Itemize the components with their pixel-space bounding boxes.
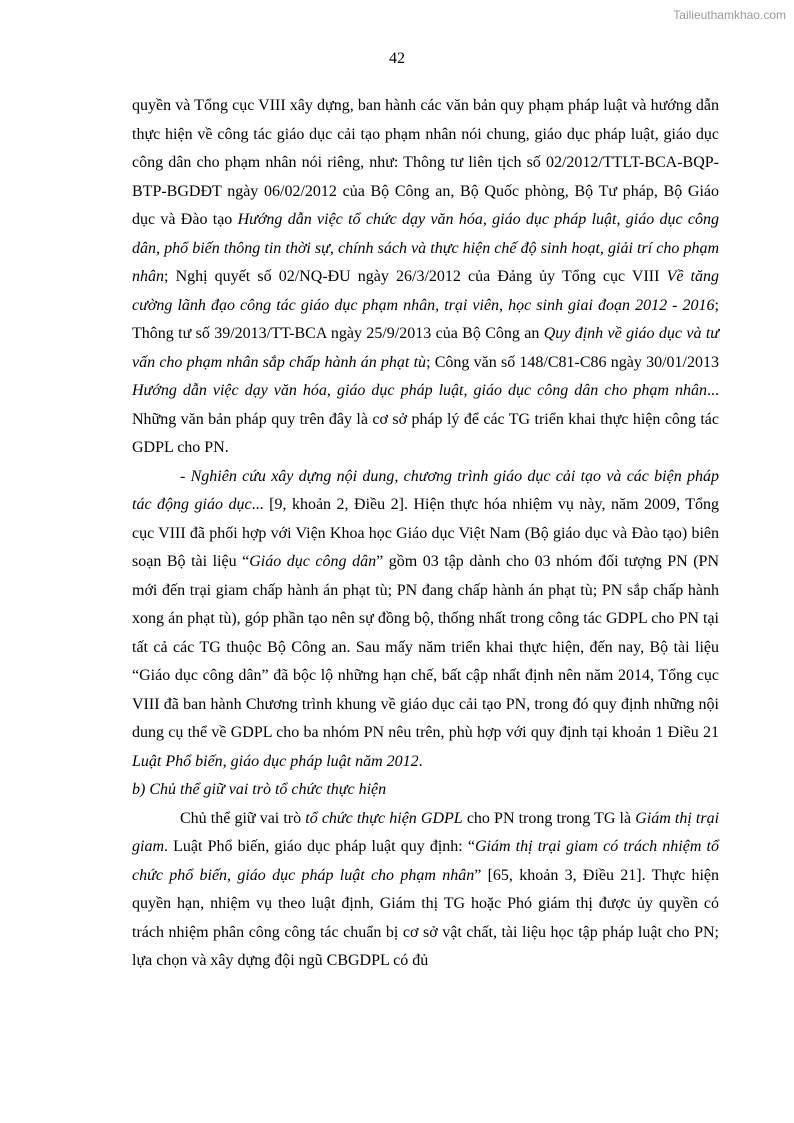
section-heading-b: b) Chủ thể giữ vai trò tổ chức thực hiện — [132, 781, 387, 798]
paragraph-organizing-subject: Chủ thể giữ vai trò tổ chức thực hiện GDPL cho PN trong trong TG là Giám thị trại giam. Luật Phổ biến, giáo dục pháp luật quy định: “Giám thị trại giam có trách nhiệm tổ chức phổ biến, giáo dục pháp luật cho phạm nhân” [65, khoản 3, Điều 21]. Thực hiện quyền hạn, nhiệm vụ theo luật định, Giám thị TG hoặc Phó giám thị được ủy quyền có trách nhiệm phân công công tác chuẩn bị cơ sở vật chất, tài liệu học tập pháp luật cho PN; lựa chọn và xây dựng đội ngũ CBGDPL có đủ — [132, 809, 720, 969]
paragraph-curriculum: - Nghiên cứu xây dựng nội dung, chương trình giáo dục cải tạo và các biện pháp tác động giáo dục... [9, khoản 2, Điều 2]. Hiện thực hóa nhiệm vụ này, năm 2009, Tổng cục VIII đã phối hợp với Viện Khoa học Giáo dục Việt Nam (Bộ giáo dục và Đào tạo) biên soạn Bộ tài liệu “Giáo dục công dân” gồm 03 tập dành cho 03 nhóm đối tượng PN (PN mới đến trại giam chấp hành án phạt tù; PN đang chấp hành án phạt tù; PN sắp chấp hành xong án phạt tù), góp phần tạo nên sự đồng bộ, thống nhất trong công tác GDPL cho PN tại tất cả các TG thuộc Bộ Công an. Sau mấy năm triển khai thực hiện, đến nay, Bộ tài liệu “Giáo dục công dân” đã bộc lộ những hạn chế, bất cập nhất định nên năm 2014, Tổng cục VIII đã ban hành Chương trình khung về giáo dục cải tạo PN, trong đó quy định những nội dung cụ thể về GDPL cho ba nhóm PN nêu trên, phù hợp với quy định tại khoản 1 Điều 21 Luật Phổ biến, giáo dục pháp luật năm 2012. — [132, 467, 720, 770]
paragraph-legal-documents: quyền và Tổng cục VIII xây dựng, ban hành các văn bản quy phạm pháp luật và hướng dẫn thực hiện về công tác giáo dục cải tạo phạm nhân nói chung, giáo dục pháp luật, giáo dục công dân cho phạm nhân nói riêng, như: Thông tư liên tịch số 02/2012/TTLT-BCA-BQP-BTP-BGDĐT ngày 06/02/2012 của Bộ Công an, Bộ Quốc phòng, Bộ Tư pháp, Bộ Giáo dục và Đào tạo Hướng dẫn việc tổ chức dạy văn hóa, giáo dục pháp luật, giáo dục công dân, phổ biến thông tin thời sự, chính sách và thực hiện chế độ sinh hoạt, giải trí cho phạm nhân; Nghị quyết số 02/NQ-ĐU ngày 26/3/2012 của Đảng ủy Tổng cục VIII Về tăng cường lãnh đạo công tác giáo dục phạm nhân, trại viên, học sinh giai đoạn 2012 - 2016; Thông tư số 39/2013/TT-BCA ngày 25/9/2013 của Bộ Công an Quy định về giáo dục và tư vấn cho phạm nhân sắp chấp hành án phạt tù; Công văn số 148/C81-C86 ngày 30/01/2013 Hướng dẫn việc dạy văn hóa, giáo dục pháp luật, giáo dục công dân cho phạm nhân... Những văn bản pháp quy trên đây là cơ sở pháp lý để các TG triển khai thực hiện công tác GDPL cho PN. — [132, 97, 720, 456]
document-body — [132, 92, 719, 976]
page-number: 42 — [389, 50, 405, 67]
watermark: Tailieuthamkhao.com — [673, 8, 786, 22]
